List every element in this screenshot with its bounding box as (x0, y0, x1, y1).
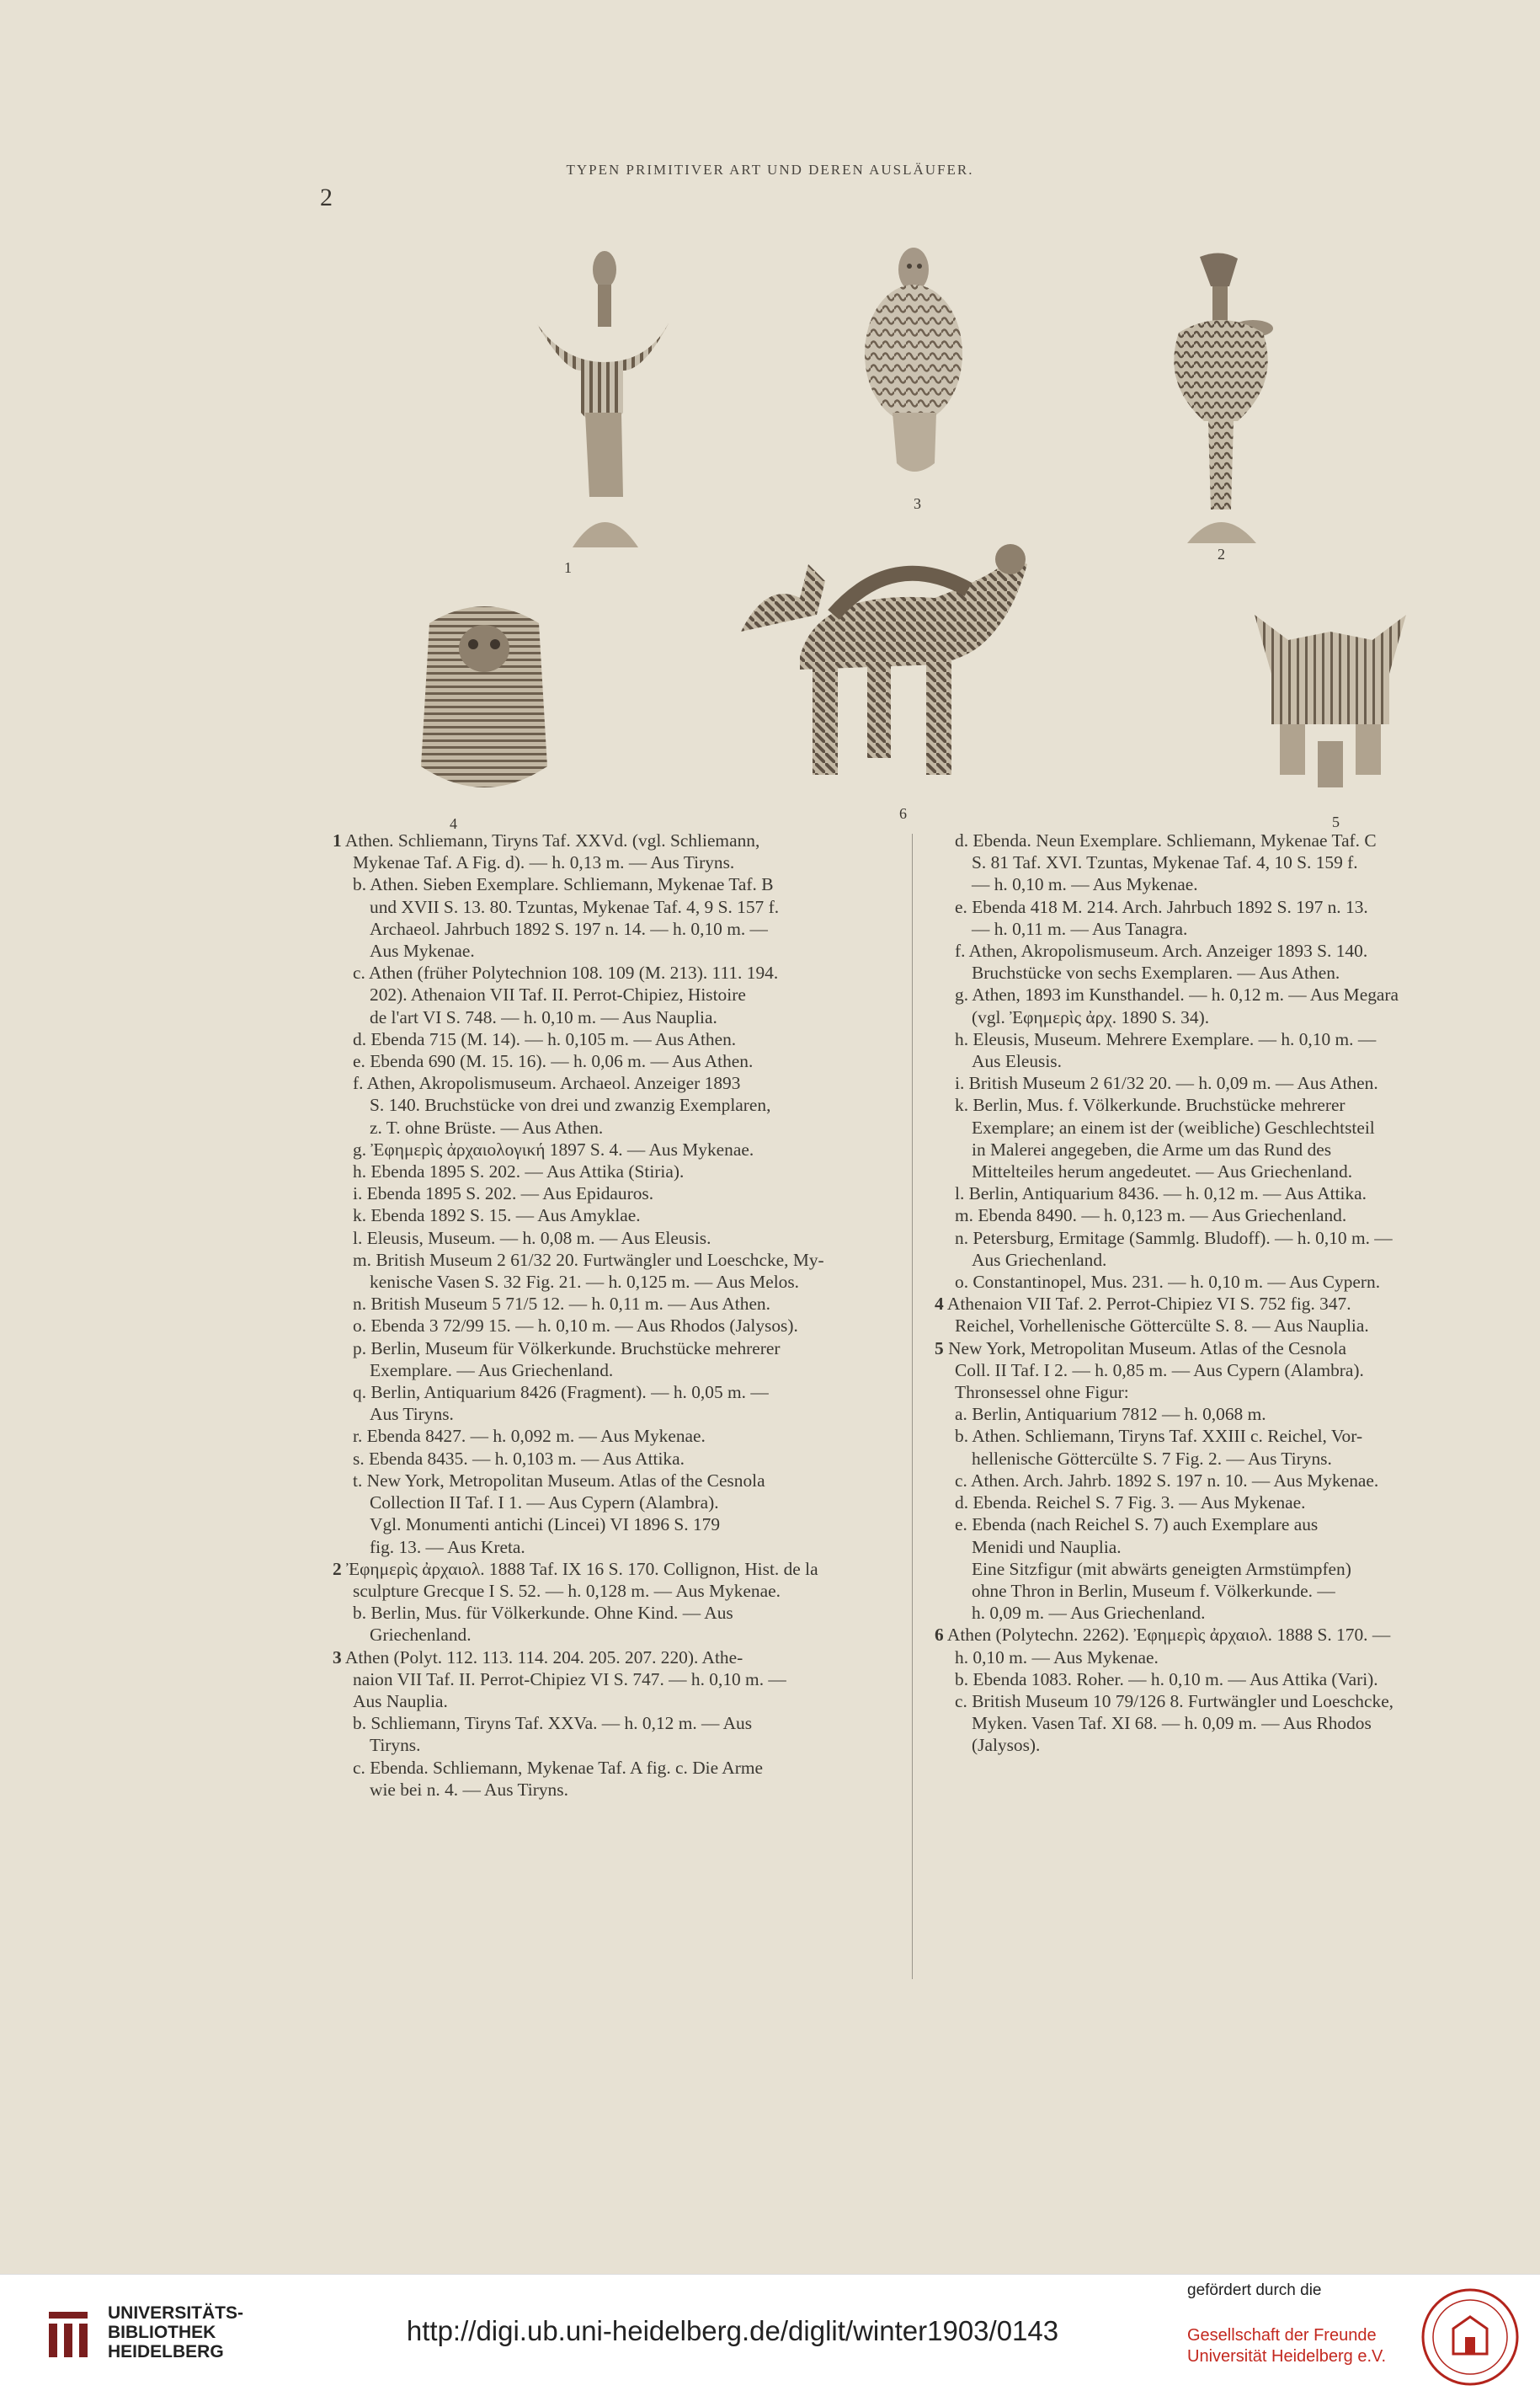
entry-text: Athen. Sieben Exemplare. Schliemann, Mykenae Taf. B und XVII S. 13. 80. Tzuntas, Mykenae Taf. 4, 9 S. 157 f. Archaeol. Jahrbuch 1892 S. 197 n. 14. — h. 0,10 m. — Aus Mykenae. (370, 874, 780, 962)
entry-text: Berlin, Mus. für Völkerkunde. Ohne Kind. — Aus Griechenland. (370, 1603, 733, 1646)
entry-label: o. (353, 1315, 367, 1337)
catalogue-entry (935, 984, 1507, 1027)
catalogue-entry (935, 1470, 1507, 1491)
figure-label: 2 (1218, 546, 1225, 563)
entry-text: Constantinopel, Mus. 231. — h. 0,10 m. — Aus Cypern. (972, 1272, 1381, 1293)
figure-label: 5 (1332, 814, 1340, 830)
catalogue-entry (935, 1028, 1507, 1072)
catalogue-entry (333, 1558, 905, 1602)
entry-text: Ebenda 715 (M. 14). — h. 0,105 m. — Aus Athen. (370, 1028, 737, 1049)
entry-text: Berlin, Museum für Völkerkunde. Bruchstücke mehrerer Exemplare. — Aus Griechenland. (370, 1337, 781, 1380)
entry-text: Petersburg, Ermitage (Sammlg. Bludoff). — h. 0,10 m. — Aus Griechenland. (972, 1227, 1393, 1270)
entry-text: Ebenda. Schliemann, Mykenae Taf. A fig. c. Die Arme wie bei n. 4. — Aus Tiryns. (370, 1757, 763, 1800)
catalogue-entry (333, 1757, 905, 1801)
entry-label: b. (955, 1668, 969, 1689)
catalogue-entry (935, 1624, 1507, 1668)
catalogue-entry (935, 1513, 1507, 1557)
entry-label: n. (353, 1294, 367, 1315)
entry-text: Ebenda 418 M. 214. Arch. Jahrbuch 1892 S. 197 n. 13. — h. 0,11 m. — Aus Tanagra. (972, 896, 1368, 939)
catalogue-entry (333, 1028, 905, 1050)
bird-shaped-idol-icon (530, 244, 674, 556)
entry-label: b. (353, 874, 367, 895)
catalogue-entry (935, 896, 1507, 940)
sponsor-name: Gesellschaft der Freunde Universität Heidelberg e.V. (1187, 2326, 1387, 2366)
entry-label: t. (353, 1470, 363, 1491)
column-divider (912, 834, 913, 1979)
catalogue-entry (333, 1227, 905, 1249)
entry-text: Vgl. Monumenti antichi (Lincei) VI 1896 S. 179 fig. 13. — Aus Kreta. (370, 1514, 721, 1557)
entry-label: q. (353, 1382, 367, 1403)
running-title: TYPEN PRIMITIVER ART UND DEREN AUSLÄUFER. (566, 162, 974, 178)
entry-text: Athen. Schliemann, Tiryns Taf. XXVd. (vgl. Schliemann, Mykenae Taf. A Fig. d). — h. 0,13 m. — Aus Tiryns. (344, 830, 760, 873)
catalogue-entry (935, 1271, 1507, 1293)
entry-label: 3 (333, 1646, 342, 1668)
entry-label: d. (955, 1492, 969, 1513)
catalogue-entry (935, 1094, 1507, 1182)
catalogue-entry (935, 1204, 1507, 1226)
entry-text: Ebenda 690 (M. 15. 16). — h. 0,06 m. — Aus Athen. (370, 1051, 754, 1072)
entry-label: o. (955, 1272, 969, 1293)
entry-label: e. (353, 1051, 365, 1072)
catalogue-entry (333, 1337, 905, 1381)
entry-text: Berlin, Antiquarium 7812 — h. 0,068 m. (972, 1404, 1266, 1425)
catalogue-entry (333, 1470, 905, 1513)
figure-label: 3 (914, 495, 921, 512)
entry-text: Eine Sitzfigur (mit abwärts geneigten Armstümpfen) ohne Thron in Berlin, Museum f. Völkerkunde. — h. 0,09 m. — Aus Griechenland. (972, 1558, 1351, 1624)
entry-label: i. (955, 1073, 965, 1094)
entry-label: 4 (935, 1294, 944, 1315)
entry-text: British Museum 2 61/32 20. — h. 0,09 m. — Aus Athen. (968, 1073, 1378, 1094)
entry-text: Schliemann, Tiryns Taf. XXVa. — h. 0,12 m. — Aus Tiryns. (370, 1713, 753, 1756)
entry-text: Ἐφημερὶς ἀρχαιολογική 1897 S. 4. — Aus Mykenae. (370, 1139, 754, 1160)
catalogue-entry (333, 1425, 905, 1447)
catalogue-left-column (333, 830, 905, 1801)
catalogue-entry (333, 1050, 905, 1072)
entry-label: c. (955, 1470, 967, 1491)
entry-text: Berlin, Antiquarium 8436. — h. 0,12 m. — Aus Attika. (968, 1183, 1367, 1204)
entry-label: h. (353, 1161, 367, 1182)
entry-label: m. (353, 1249, 371, 1270)
university-seal-icon (1420, 2287, 1521, 2388)
catalogue-entry (333, 1448, 905, 1470)
funded-by-text: gefördert durch die (1187, 2281, 1322, 2299)
figure-label: 1 (564, 559, 572, 576)
entry-text: British Museum 2 61/32 20. Furtwängler und Loeschcke, My- kenische Vasen S. 32 Fig. 21. — h. 0,125 m. — Aus Melos. (370, 1249, 824, 1293)
entry-label: f. (353, 1073, 364, 1094)
entry-label: i. (353, 1183, 363, 1204)
catalogue-entry (333, 1712, 905, 1756)
catalogue-entry (935, 1227, 1507, 1271)
catalogue-entry (935, 830, 1507, 896)
catalogue-entry (333, 1072, 905, 1139)
entry-text: New York, Metropolitan Museum. Atlas of the Cesnola Collection II Taf. I 1. — Aus Cypern (Alambra). (366, 1470, 765, 1513)
entry-label: p. (353, 1337, 367, 1358)
entry-text: Berlin, Antiquarium 8426 (Fragment). — h. 0,05 m. — Aus Tiryns. (370, 1382, 769, 1425)
figure-label: 6 (899, 805, 907, 822)
entry-text: Athen (Polyt. 112. 113. 114. 204. 205. 207. 220). Athe- naion VII Taf. II. Perrot-Chipiez VI S. 747. — h. 0,10 m. — Aus Nauplia. (344, 1646, 786, 1711)
entry-text: Athen (Polytechn. 2262). Ἐφημερὶς ἀρχαιολ. 1888 S. 170. — h. 0,10 m. — Aus Mykenae. (946, 1625, 1391, 1668)
catalogue-entry (935, 1293, 1507, 1337)
catalogue-entry (333, 1161, 905, 1182)
catalogue-entry (935, 1425, 1507, 1469)
entry-text: Athen, Akropolismuseum. Arch. Anzeiger 1893 S. 140. Bruchstücke von sechs Exemplaren. — Aus Athen. (968, 941, 1368, 984)
entry-text: Ebenda (nach Reichel S. 7) auch Exemplare aus Menidi und Nauplia. (972, 1514, 1319, 1557)
catalogue-entry (935, 1403, 1507, 1425)
entry-text: Ebenda 8490. — h. 0,123 m. — Aus Griechenland. (978, 1205, 1347, 1226)
entry-text: Ebenda 8427. — h. 0,092 m. — Aus Mykenae. (366, 1426, 706, 1447)
entry-label: g. (353, 1139, 367, 1160)
entry-label: l. (353, 1227, 363, 1248)
entry-text: New York, Metropolitan Museum. Atlas of the Cesnola Coll. II Taf. I 2. — h. 0,85 m. — Aus Cypern (Alambra). Thronsessel ohne Figur: (948, 1337, 1364, 1403)
entry-label: l. (955, 1183, 965, 1204)
catalogue-entry (935, 1491, 1507, 1513)
catalogue-entry (333, 1293, 905, 1315)
source-url-link[interactable]: http://digi.ub.uni-heidelberg.de/diglit/winter1903/0143 (406, 2315, 1059, 2346)
catalogue-entry (333, 1182, 905, 1204)
catalogue-entry (935, 940, 1507, 984)
entry-text: Athen. Schliemann, Tiryns Taf. XXIII c. Reichel, Vor- hellenische Göttercülte S. 7 Fig. 2. — Aus Tiryns. (972, 1426, 1363, 1469)
entry-label: m. (955, 1205, 973, 1226)
entry-label: c. (353, 1757, 365, 1778)
catalogue-entry (333, 1513, 905, 1557)
catalogue-entry (333, 1646, 905, 1713)
entry-text: British Museum 10 79/126 8. Furtwängler und Loeschcke, Myken. Vasen Taf. XI 68. — h. 0,09 m. — Aus Rhodos (Jalysos). (972, 1690, 1394, 1756)
catalogue-entry (935, 1690, 1507, 1757)
entry-text: Ebenda. Neun Exemplare. Schliemann, Mykenae Taf. C S. 81 Taf. XVI. Tzuntas, Mykenae Taf. 4, 10 S. 159 f. — h. 0,10 m. — Aus Mykenae. (972, 830, 1377, 895)
figure-label: 4 (450, 815, 457, 832)
catalogue-entry (333, 830, 905, 873)
entry-text: Athen. Arch. Jahrb. 1892 S. 197 n. 10. — Aus Mykenae. (971, 1470, 1379, 1491)
catalogue-entry (935, 1337, 1507, 1404)
entry-label: e. (955, 1514, 967, 1535)
entry-label: a. (955, 1404, 967, 1425)
entry-text: Ebenda. Reichel S. 7 Fig. 3. — Aus Mykenae. (972, 1492, 1306, 1513)
entry-text: Ebenda 3 72/99 15. — h. 0,10 m. — Aus Rhodos (Jalysos). (370, 1315, 798, 1337)
entry-label: e. (955, 896, 967, 917)
catalogue-entry (333, 962, 905, 1028)
entry-label: b. (955, 1426, 969, 1447)
entry-label: h. (955, 1028, 969, 1049)
entry-label: k. (955, 1095, 969, 1116)
entry-label: 6 (935, 1625, 944, 1646)
entry-text: Ἐφημερὶς ἀρχαιολ. 1888 Taf. IX 16 S. 170. Collignon, Hist. de la sculpture Grecque I S. 52. — h. 0,128 m. — Aus Mykenae. (346, 1558, 818, 1601)
entry-text: Athen (früher Polytechnion 108. 109 (M. 213). 111. 194. 202). Athenaion VII Taf. II. Perrot-Chipiez, Histoire de l'art VI S. 748. — h. 0,10 m. — Aus Nauplia. (369, 963, 779, 1027)
entry-label: b. (353, 1603, 367, 1624)
entry-text: Athenaion VII Taf. 2. Perrot-Chipiez VI S. 752 fig. 347. Reichel, Vorhellenische Göttercülte S. 8. — Aus Nauplia. (946, 1294, 1369, 1337)
entry-label: n. (955, 1227, 969, 1248)
catalogue-entry (935, 1668, 1507, 1690)
catalogue-entry (935, 1182, 1507, 1204)
entry-text: Eleusis, Museum. — h. 0,08 m. — Aus Eleusis. (366, 1227, 711, 1248)
catalogue-entry (333, 1139, 905, 1161)
entry-text: Eleusis, Museum. Mehrere Exemplare. — h. 0,10 m. — Aus Eleusis. (972, 1028, 1377, 1072)
library-name: UNIVERSITÄTS- BIBLIOTHEK HEIDELBERG (108, 2303, 244, 2361)
entry-label: r. (353, 1426, 363, 1447)
footer-bar (0, 2274, 1540, 2396)
round-idol-icon (859, 244, 968, 488)
entry-label: k. (353, 1205, 367, 1226)
entry-label: c. (353, 963, 365, 984)
entry-label: g. (955, 985, 969, 1006)
entry-label: d. (353, 1028, 367, 1049)
catalogue-entry (935, 1558, 1507, 1625)
catalogue-entry (935, 1072, 1507, 1094)
entry-label: s. (353, 1448, 365, 1469)
catalogue-right-column (935, 830, 1507, 1757)
entry-label: 5 (935, 1337, 944, 1358)
entry-text: Athen, 1893 im Kunsthandel. — h. 0,12 m. — Aus Megara (vgl. Ἐφημερὶς ἀρχ. 1890 S. 34). (972, 985, 1399, 1027)
animal-figure-icon (724, 531, 1044, 800)
vase-shaped-idol-icon (1154, 248, 1288, 552)
library-logo-icon (44, 2307, 93, 2362)
entry-label: 2 (333, 1558, 342, 1579)
entry-label: c. (955, 1690, 967, 1711)
entry-text: Ebenda 1895 S. 202. — Aus Attika (Stiria). (370, 1161, 685, 1182)
entry-label: 1 (333, 830, 342, 851)
catalogue-entry (333, 1204, 905, 1226)
catalogue-entry (333, 1249, 905, 1293)
entry-label: d. (955, 830, 969, 851)
entry-text: Ebenda 1895 S. 202. — Aus Epidauros. (366, 1183, 654, 1204)
catalogue-entry (333, 873, 905, 962)
entry-label: f. (955, 941, 966, 962)
entry-text: Athen, Akropolismuseum. Archaeol. Anzeiger 1893 S. 140. Bruchstücke von drei und zwanzig Exemplaren, z. T. ohne Brüste. — Aus Athen. (366, 1073, 771, 1138)
entry-label: b. (353, 1713, 367, 1734)
entry-text: Ebenda 1083. Roher. — h. 0,10 m. — Aus Attika (Vari). (972, 1668, 1378, 1689)
throne-icon (1246, 606, 1415, 808)
catalogue-entry (333, 1315, 905, 1337)
owl-figure-icon (413, 598, 556, 808)
catalogue-entry (333, 1381, 905, 1425)
catalogue-entry (333, 1602, 905, 1646)
page-number: 2 (320, 184, 333, 211)
entry-text: Ebenda 8435. — h. 0,103 m. — Aus Attika. (369, 1448, 685, 1469)
entry-text: Berlin, Mus. f. Völkerkunde. Bruchstücke mehrerer Exemplare; an einem ist der (weibliche) Geschlechtsteil in Malerei angegeben, die Arme um das Rund des Mittelteiles herum angedeutet. — Aus Griechenland. (972, 1095, 1375, 1182)
entry-text: British Museum 5 71/5 12. — h. 0,11 m. — Aus Athen. (370, 1294, 770, 1315)
entry-text: Ebenda 1892 S. 15. — Aus Amyklae. (370, 1205, 641, 1226)
